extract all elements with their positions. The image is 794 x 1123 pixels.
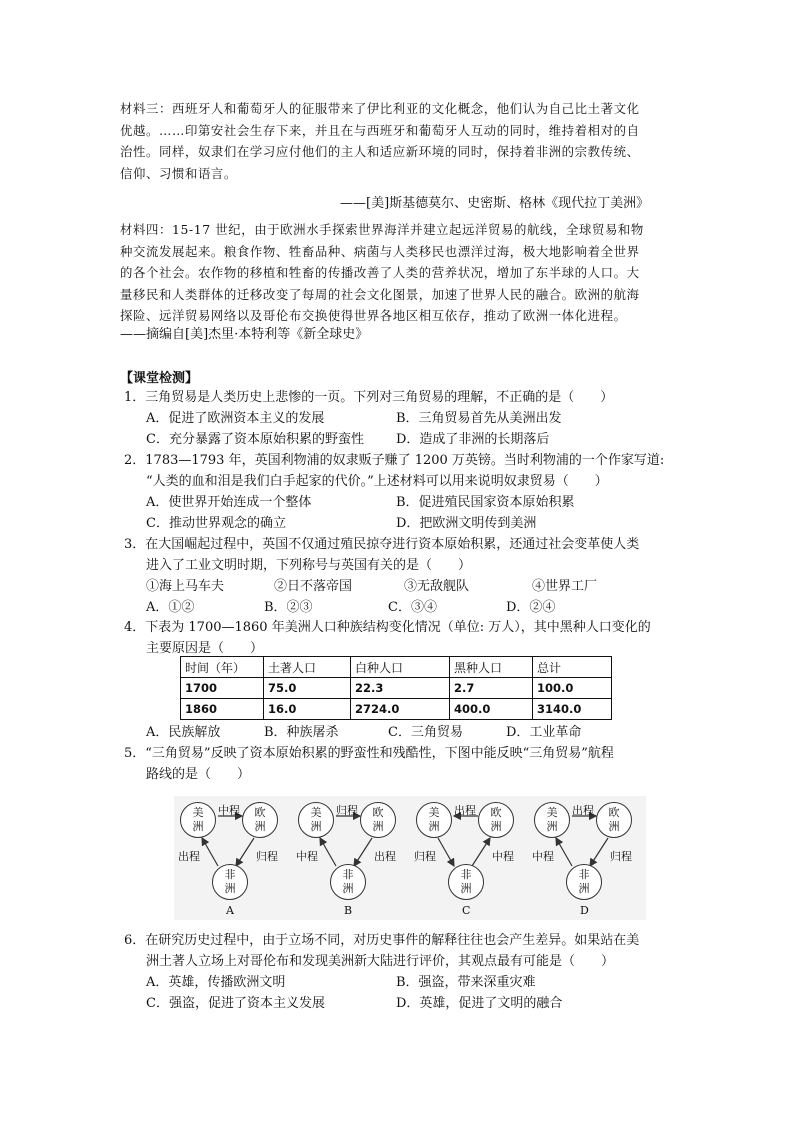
table-cell: 2724.0 xyxy=(351,699,450,720)
node-africa: 非 洲 xyxy=(566,864,602,900)
question-stem-cont: 路线的是（ ） xyxy=(146,767,251,782)
diagram-caption: D xyxy=(580,904,589,917)
route-label-right: 归程 xyxy=(610,850,632,863)
question-stem-cont: 洲土著人立场上对哥伦布和发现美洲新大陆进行评价，其观点最有可能是（ ） xyxy=(146,954,615,969)
question-6 xyxy=(124,930,684,1014)
diagram-caption: C xyxy=(462,904,471,917)
question-stem: 2．1783—1793 年，英国利物浦的奴隶贩子赚了 1200 万英镑。当时利物浦的一个作家写道: xyxy=(124,453,665,468)
node-africa: 非 洲 xyxy=(212,864,248,900)
question-stem: 4．下表为 1700—1860 年美洲人口种族结构变化情况（单位: 万人），其中黑种人口变化的 xyxy=(124,620,651,635)
material-line: 探险、远洋贸易网络以及哥伦布交换使得世界各地区相互依存，推动了欧洲一体化进程。 xyxy=(120,308,627,323)
question-stem-cont: 主要原因是（ ） xyxy=(146,641,264,656)
table-cell: 2.7 xyxy=(450,678,533,699)
question-5 xyxy=(124,743,684,785)
table-header: 总计 xyxy=(533,657,612,678)
route-label-left: 中程 xyxy=(296,850,318,863)
option-c[interactable]: C．强盗，促进了资本主义发展 xyxy=(146,996,325,1011)
question-3 xyxy=(124,534,684,618)
table-header: 白种人口 xyxy=(351,657,450,678)
route-label-top: 归程 xyxy=(336,804,358,817)
node-europe: 欧 洲 xyxy=(360,802,396,838)
material-line: 信仰、习惯和语言。 xyxy=(120,165,237,181)
diagram-d[interactable] xyxy=(528,796,646,920)
node-europe: 欧 洲 xyxy=(596,802,632,838)
material-line: 治性。同样，奴隶们在学习应付他们的主人和适应新环境的同时，保持着非洲的宗教传统、 xyxy=(120,144,640,159)
options-row xyxy=(124,408,684,429)
route-label-top: 出程 xyxy=(454,804,476,817)
table-cell: 400.0 xyxy=(450,699,533,720)
diagram-b[interactable] xyxy=(292,796,410,920)
population-table xyxy=(180,656,612,720)
table-cell: 22.3 xyxy=(351,678,450,699)
material-line: 材料四：15-17 世纪，由于欧洲水手探索世界海洋并建立起远洋贸易的航线，全球贸易和物 xyxy=(120,222,644,237)
option-a[interactable]: A．民族解放 xyxy=(146,725,221,740)
question-stem: 6．在研究历史过程中，由于立场不同，对历史事件的解释往往也会产生差异。如果站在美 xyxy=(124,933,640,948)
table-cell: 3140.0 xyxy=(533,699,612,720)
option-d[interactable]: D．把欧洲文明传到美洲 xyxy=(396,516,537,531)
option-c[interactable]: C．三角贸易 xyxy=(388,725,463,740)
material-four-source: ——摘编自[美]杰里·本特利等《新全球史》 xyxy=(120,327,369,342)
option-b[interactable]: B．三角贸易首先从美洲出发 xyxy=(396,411,562,426)
route-label-right: 中程 xyxy=(492,850,514,863)
option-d[interactable]: D．②④ xyxy=(506,600,556,615)
options-row xyxy=(124,513,684,534)
option-b[interactable]: B．种族屠杀 xyxy=(264,725,339,740)
table-cell: 16.0 xyxy=(264,699,351,720)
diagram-caption: B xyxy=(344,904,353,917)
node-africa: 非 洲 xyxy=(330,864,366,900)
option-a[interactable]: A．使世界开始连成一个整体 xyxy=(146,495,312,510)
triangle-trade-diagrams xyxy=(174,796,646,920)
option-c[interactable]: C．③④ xyxy=(388,600,437,615)
table-header: 黑种人口 xyxy=(450,657,533,678)
table-header: 土著人口 xyxy=(264,657,351,678)
option-c[interactable]: C．推动世界观念的确立 xyxy=(146,516,286,531)
options-row xyxy=(124,972,684,993)
question-4 xyxy=(124,617,684,659)
node-africa: 非 洲 xyxy=(448,864,484,900)
diagram-a[interactable] xyxy=(174,796,292,920)
item: ④世界工厂 xyxy=(532,579,598,594)
route-label-top: 出程 xyxy=(572,804,594,817)
option-a[interactable]: A．英雄，传播欧洲文明 xyxy=(146,975,286,990)
material-line: 优越。……印第安社会生存下来，并且在与西班牙和葡萄牙人互动的同时，维持着相对的自 xyxy=(120,122,640,138)
route-label-right: 出程 xyxy=(374,850,396,863)
option-d[interactable]: D．英雄，促进了文明的融合 xyxy=(396,996,563,1011)
options-row xyxy=(124,597,684,618)
table-cell: 1700 xyxy=(181,678,264,699)
material-three xyxy=(120,98,680,184)
question-4-options xyxy=(124,722,684,743)
option-a[interactable]: A．促进了欧洲资本主义的发展 xyxy=(146,411,325,426)
table-cell: 75.0 xyxy=(264,678,351,699)
option-a[interactable]: A．①② xyxy=(146,600,195,615)
route-label-right: 归程 xyxy=(256,850,278,863)
route-label-left: 出程 xyxy=(178,850,200,863)
question-stem-cont: 进入了工业文明时期，下列称号与英国有关的是（ ） xyxy=(146,558,472,573)
node-america: 美 洲 xyxy=(298,802,334,838)
item: ①海上马车夫 xyxy=(146,579,225,594)
section-title: 【课堂检测】 xyxy=(120,371,199,386)
material-line: 种交流发展起来。粮食作物、牲畜品种、病菌与人类移民也漂洋过海，极大地影响着全世界 xyxy=(120,243,640,259)
node-america: 美 洲 xyxy=(416,802,452,838)
table-cell: 100.0 xyxy=(533,678,612,699)
options-row xyxy=(124,722,684,743)
table-header-row xyxy=(181,657,612,678)
route-label-top: 中程 xyxy=(218,804,240,817)
question-stem: 5．“三角贸易”反映了资本原始积累的野蛮性和残酷性，下图中能反映“三角贸易”航程 xyxy=(124,746,614,761)
material-line: 的各个社会。农作物的移植和牲畜的传播改善了人类的营养状况，增加了东半球的人口。大 xyxy=(120,265,640,280)
items-row xyxy=(124,576,684,597)
material-line: 量移民和人类群体的迁移改变了每周的社会文化图景，加速了世界人民的融合。欧洲的航海 xyxy=(120,286,640,302)
option-c[interactable]: C．充分暴露了资本原始积累的野蛮性 xyxy=(146,432,364,447)
option-b[interactable]: B．强盗，带来深重灾难 xyxy=(396,975,536,990)
option-d[interactable]: D．工业革命 xyxy=(506,725,582,740)
material-line: 材料三：西班牙人和葡萄牙人的征服带来了伊比利亚的文化概念，他们认为自己比土著文化 xyxy=(120,101,640,116)
route-label-left: 中程 xyxy=(532,850,554,863)
item: ②日不落帝国 xyxy=(274,579,353,594)
table-cell: 1860 xyxy=(181,699,264,720)
node-america: 美 洲 xyxy=(534,802,570,838)
table-row xyxy=(181,699,612,720)
diagram-c[interactable] xyxy=(410,796,528,920)
material-four xyxy=(120,219,680,327)
option-b[interactable]: B．②③ xyxy=(264,600,313,615)
question-stem: 1．三角贸易是人类历史上悲惨的一页。下列对三角贸易的理解，不正确的是（ ） xyxy=(124,390,614,405)
options-row xyxy=(124,492,684,513)
material-three-source: ——[美]斯基德莫尔、史密斯、格林《现代拉丁美洲》 xyxy=(340,196,650,211)
option-b[interactable]: B．促进殖民国家资本原始积累 xyxy=(396,495,575,510)
node-europe: 欧 洲 xyxy=(478,802,514,838)
table-row xyxy=(181,678,612,699)
table-header: 时间（年） xyxy=(181,657,264,678)
diagram-caption: A xyxy=(226,904,234,917)
question-stem-cont: “人类的血和泪是我们白手起家的代价。”上述材料可以用来说明奴隶贸易（ ） xyxy=(146,474,608,489)
options-row xyxy=(124,429,684,450)
route-label-left: 归程 xyxy=(414,850,436,863)
question-1 xyxy=(124,387,684,450)
question-2 xyxy=(124,450,684,534)
node-america: 美 洲 xyxy=(180,802,216,838)
question-stem: 3．在大国崛起过程中，英国不仅通过殖民掠夺进行资本原始积累，还通过社会变革使人类 xyxy=(124,537,640,552)
option-d[interactable]: D．造成了非洲的长期落后 xyxy=(396,432,550,447)
node-europe: 欧 洲 xyxy=(242,802,278,838)
options-row xyxy=(124,993,684,1014)
item: ③无敌舰队 xyxy=(404,579,470,594)
